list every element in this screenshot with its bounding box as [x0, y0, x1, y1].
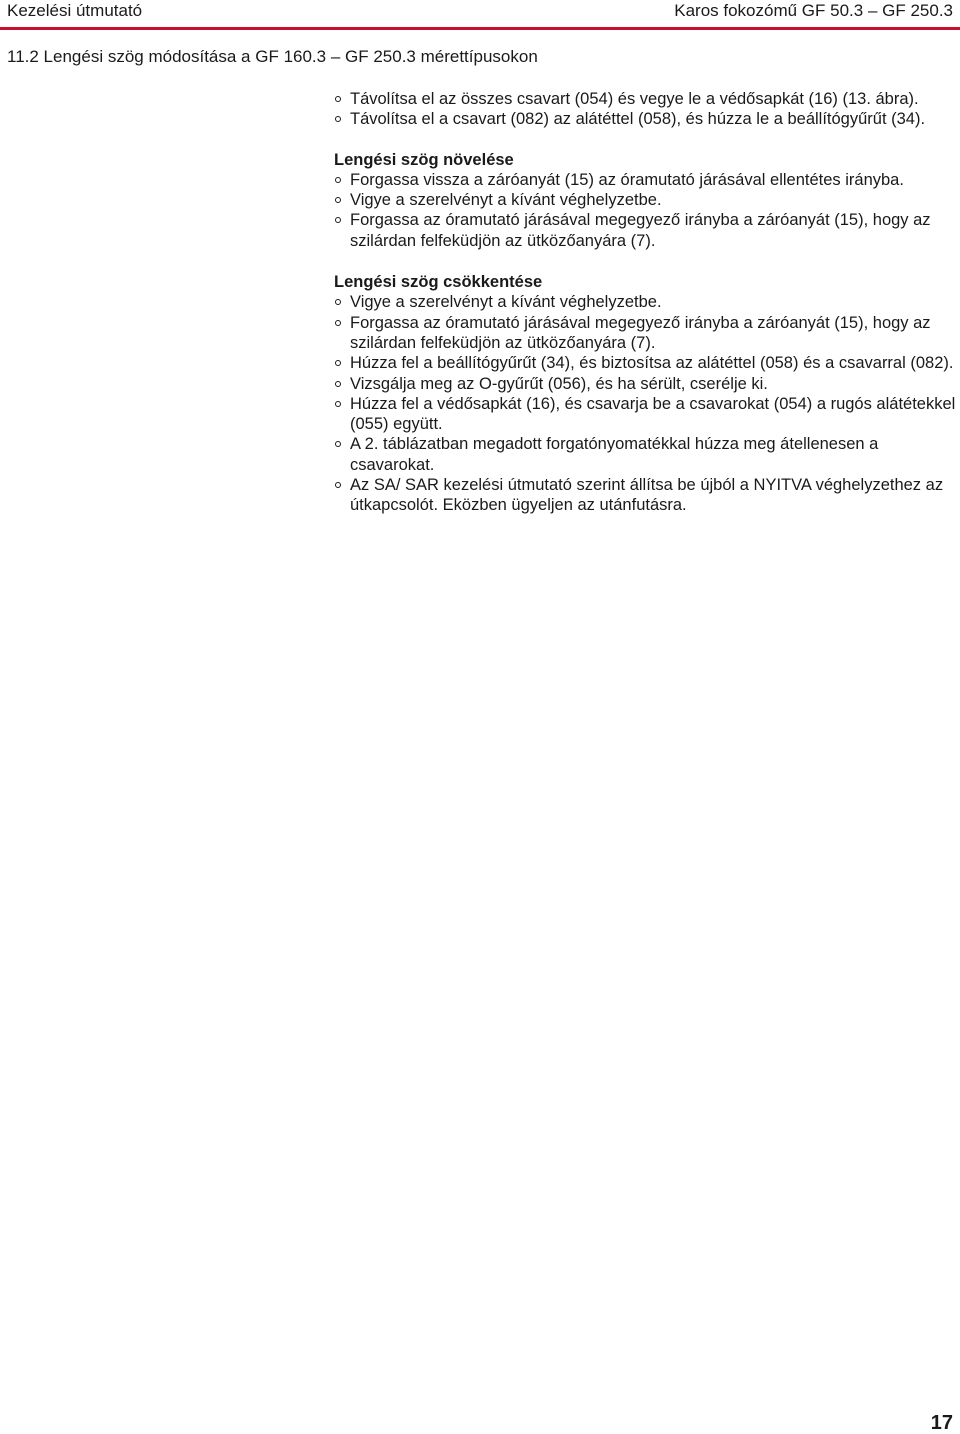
list-item: Forgassa az óramutató járásával megegyező irányba a záróanyát (15), hogy az szilárdan felfeküdjön az ütközőanyára (7). [334, 210, 956, 251]
page-header [0, 0, 960, 30]
bullet-icon [335, 116, 341, 122]
document-title: Kezelési útmutató [7, 1, 143, 20]
list-item: Forgassa az óramutató járásával megegyező irányba a záróanyát (15), hogy az szilárdan felfeküdjön az ütközőanyára (7). [334, 313, 956, 354]
list-item: Vizsgálja meg az O-gyűrűt (056), és ha sérült, cserélje ki. [334, 374, 956, 394]
bullet-icon [335, 381, 341, 387]
bullet-icon [335, 217, 341, 223]
intro-list [334, 89, 956, 130]
bullet-icon [335, 197, 341, 203]
bullet-icon [335, 401, 341, 407]
list-item: Forgassa vissza a záróanyát (15) az óramutató járásával ellentétes irányba. [334, 170, 956, 190]
bullet-icon [335, 177, 341, 183]
content-body [334, 89, 956, 516]
list-item: Az SA/ SAR kezelési útmutató szerint állítsa be újból a NYITVA véghelyzethez az útkapcsolót. Eközben ügyeljen az utánfutásra. [334, 475, 956, 516]
bullet-icon [335, 96, 341, 102]
list-item: Távolítsa el a csavart (082) az alátéttel (058), és húzza le a beállítógyűrűt (34). [334, 109, 956, 129]
bullet-icon [335, 299, 341, 305]
list-item: Vigye a szerelvényt a kívánt véghelyzetbe. [334, 292, 956, 312]
list-item: Távolítsa el az összes csavart (054) és vegye le a védősapkát (16) (13. ábra). [334, 89, 956, 109]
section-heading: 11.2 Lengési szög módosítása a GF 160.3 – GF 250.3 mérettípusokon [7, 47, 538, 66]
decrease-list [334, 292, 956, 515]
increase-list [334, 170, 956, 251]
bullet-icon [335, 320, 341, 326]
decrease-heading: Lengési szög csökkentése [334, 273, 543, 292]
product-title: Karos fokozómű GF 50.3 – GF 250.3 [674, 1, 953, 20]
bullet-icon [335, 441, 341, 447]
list-item: Vigye a szerelvényt a kívánt véghelyzetbe. [334, 190, 956, 210]
page-number: 17 [930, 1412, 953, 1434]
bullet-icon [335, 360, 341, 366]
bullet-icon [335, 482, 341, 488]
increase-heading: Lengési szög növelése [334, 150, 514, 169]
list-item: A 2. táblázatban megadott forgatónyomatékkal húzza meg átellenesen a csavarokat. [334, 434, 956, 475]
list-item: Húzza fel a védősapkát (16), és csavarja be a csavarokat (054) a rugós alátétekkel (055) együtt. [334, 394, 956, 435]
list-item: Húzza fel a beállítógyűrűt (34), és biztosítsa az alátéttel (058) és a csavarral (082). [334, 353, 956, 373]
